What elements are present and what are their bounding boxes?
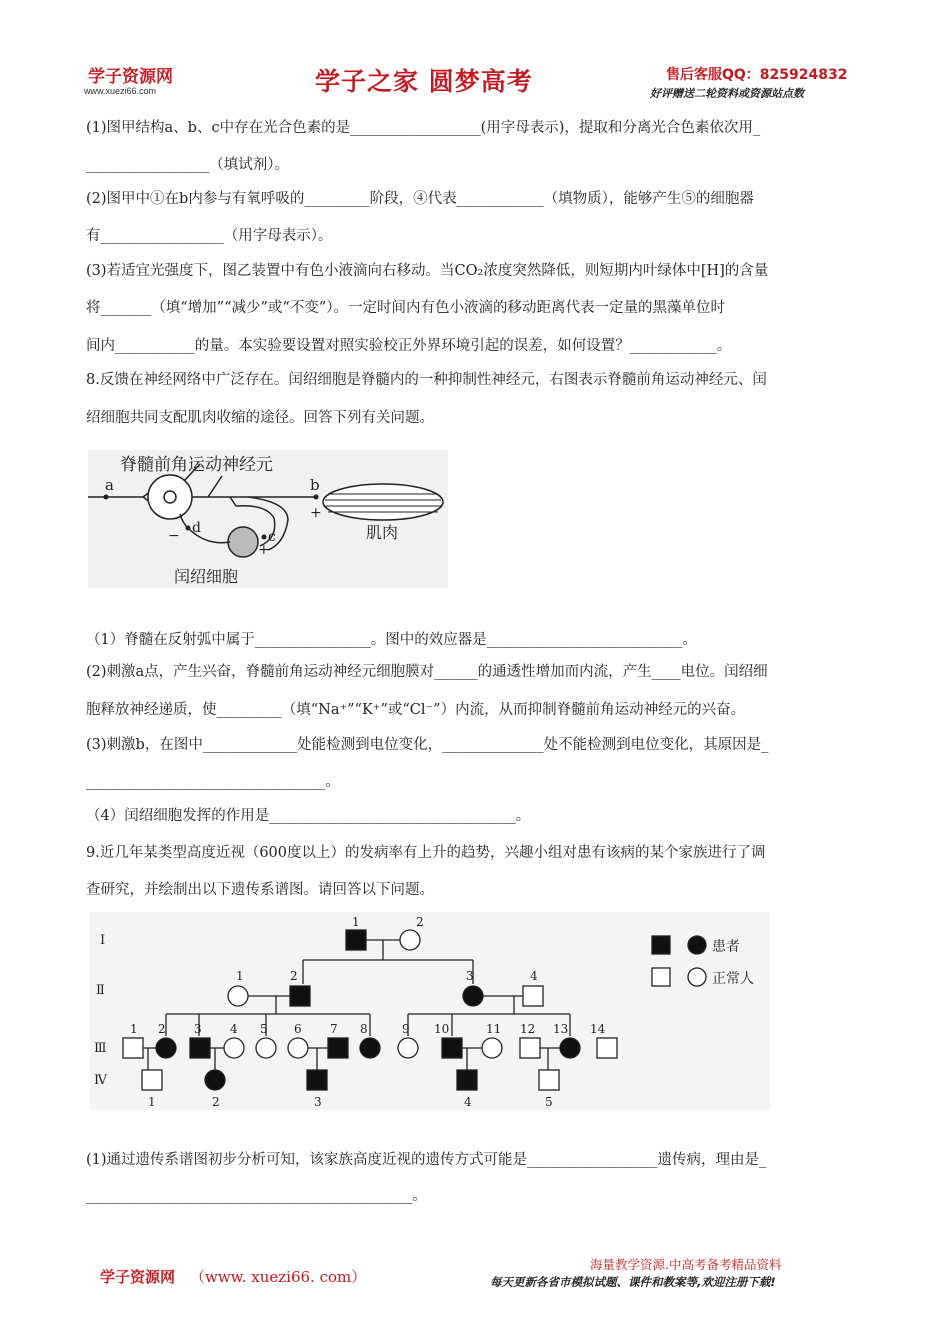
pedigree-number: 5 bbox=[260, 1022, 268, 1036]
pedigree-number: 12 bbox=[520, 1022, 536, 1036]
legend-normal-circle bbox=[688, 968, 706, 986]
pedigree-III-11 bbox=[482, 1038, 502, 1058]
header-note: 好评赠送二轮资料或资源站点数 bbox=[650, 87, 804, 100]
neuron-figure bbox=[88, 450, 448, 588]
pedigree-IV-3 bbox=[307, 1070, 327, 1090]
pedigree-IV-2 bbox=[205, 1070, 225, 1090]
pedigree-number: 4 bbox=[230, 1022, 238, 1036]
pedigree-III-7 bbox=[328, 1038, 348, 1058]
pedigree-II-2 bbox=[290, 986, 310, 1006]
text-line: 胞释放神经递质，使_________（填“Na⁺”“K⁺”或“Cl⁻”）内流，从而抑制脊髓前角运动神经元的兴奋。 bbox=[86, 702, 746, 718]
point-d-label: d bbox=[192, 520, 201, 536]
text-line: 间内___________的量。本实验要设置对照实验校正外界环境引起的误差，如何设置？____________。 bbox=[86, 338, 732, 354]
pedigree-number: 2 bbox=[290, 969, 298, 983]
header-url: www.xuezi66.com bbox=[84, 86, 157, 96]
legend-normal-label: 正常人 bbox=[712, 971, 754, 987]
pedigree-III-1 bbox=[123, 1038, 143, 1058]
pedigree-number: 1 bbox=[236, 969, 244, 983]
footer-url[interactable]: （www. xuezi66. com） bbox=[190, 1268, 367, 1286]
pedigree-IV-5 bbox=[539, 1070, 559, 1090]
pedigree-number: 11 bbox=[486, 1022, 502, 1036]
gen-label: Ⅱ bbox=[96, 983, 105, 998]
pedigree-number: 5 bbox=[545, 1095, 553, 1109]
pedigree-IV-1 bbox=[142, 1070, 162, 1090]
text-line: (2)刺激a点，产生兴奋，脊髓前角运动神经元细胞膜对______的通透性增加而内流，产生____电位。闰绍细 bbox=[86, 664, 768, 680]
text-line: (1)图甲结构a、b、c中存在光合色素的是__________________(用字母表示)，提取和分离光合色素依次用_ bbox=[86, 120, 761, 136]
pedigree-III-13 bbox=[560, 1038, 580, 1058]
muscle bbox=[323, 484, 443, 520]
pedigree-number: 2 bbox=[212, 1095, 220, 1109]
pedigree-IV-4 bbox=[457, 1070, 477, 1090]
legend-normal-square bbox=[652, 968, 670, 986]
header-qq: 售后客服QQ：825924832 bbox=[666, 67, 848, 83]
header-logo: 学子资源网 bbox=[88, 67, 173, 87]
text-line: 将_______（填“增加”“减少”或“不变”）。一定时间内有色小液滴的移动距离代表一定量的黑藻单位时 bbox=[86, 300, 725, 316]
point-a-dot bbox=[104, 495, 109, 500]
text-line: 绍细胞共同支配肌肉收缩的途径。回答下列有关问题。 bbox=[86, 410, 434, 426]
text-line: （1）脊髓在反射弧中属于________________。图中的效应器是___________________________。 bbox=[86, 632, 697, 648]
pedigree-number: 4 bbox=[464, 1095, 472, 1109]
pedigree-III-4 bbox=[224, 1038, 244, 1058]
gen-label: Ⅰ bbox=[100, 933, 106, 948]
pedigree-number: 4 bbox=[530, 969, 538, 983]
neuron-title: 脊髓前角运动神经元 bbox=[120, 455, 273, 475]
pedigree-number: 6 bbox=[294, 1022, 302, 1036]
pedigree-number: 10 bbox=[434, 1022, 450, 1036]
footer-tagline: 海量教学资源.中高考备考精品资料 bbox=[590, 1257, 782, 1272]
point-b-plus: + bbox=[310, 505, 322, 521]
pedigree-III-2 bbox=[156, 1038, 176, 1058]
point-b-dot bbox=[314, 495, 319, 500]
pedigree-number: 7 bbox=[330, 1022, 338, 1036]
text-line: (1)通过遗传系谱图初步分析可知，该家族高度近视的遗传方式可能是__________________遗传病，理由是_ bbox=[86, 1152, 767, 1168]
point-c-dot bbox=[262, 535, 267, 540]
pedigree-I-2 bbox=[400, 930, 420, 950]
renshaw-cell-body bbox=[228, 527, 258, 557]
pedigree-II-4 bbox=[523, 986, 543, 1006]
muscle-label: 肌肉 bbox=[366, 523, 399, 542]
pedigree-number: 3 bbox=[314, 1095, 322, 1109]
pedigree-number: 3 bbox=[194, 1022, 202, 1036]
text-line: (3)刺激b，在图中_____________处能检测到电位变化，______________处不能检测到电位变化，其原因是_ bbox=[86, 737, 769, 753]
text-line: （4）闰绍细胞发挥的作用是__________________________________。 bbox=[86, 808, 531, 824]
pedigree-number: 2 bbox=[416, 915, 424, 929]
pedigree-III-6 bbox=[288, 1038, 308, 1058]
text-line: (3)若适宜光强度下，图乙装置中有色小液滴向右移动。当CO₂浓度突然降低，则短期内叶绿体中[H]的含量 bbox=[86, 263, 769, 279]
gen-label: Ⅳ bbox=[94, 1073, 107, 1088]
pedigree-number: 3 bbox=[466, 969, 474, 983]
text-line: (2)图甲中①在b内参与有氧呼吸的_________阶段，④代表____________（填物质），能够产生⑤的细胞器 bbox=[86, 191, 754, 207]
pedigree-III-5 bbox=[256, 1038, 276, 1058]
pedigree-II-1 bbox=[228, 986, 248, 1006]
legend-affected-square bbox=[652, 936, 670, 954]
pedigree-number: 9 bbox=[402, 1022, 410, 1036]
point-b-label: b bbox=[310, 476, 320, 494]
pedigree-number: 13 bbox=[553, 1022, 569, 1036]
footer-logo: 学子资源网 bbox=[100, 1268, 176, 1286]
text-line: 有_________________（用字母表示）。 bbox=[86, 228, 333, 244]
pedigree-number: 1 bbox=[130, 1022, 138, 1036]
motor-neuron-nucleus bbox=[164, 491, 176, 503]
pedigree-III-14 bbox=[597, 1038, 617, 1058]
text-line: _________________________________。 bbox=[86, 774, 340, 790]
point-d-dot bbox=[186, 526, 191, 531]
pedigree-III-8 bbox=[360, 1038, 380, 1058]
point-a-label: a bbox=[105, 476, 114, 494]
renshaw-label: 闰绍细胞 bbox=[174, 567, 239, 586]
question-9-stem: 9.近几年某类型高度近视（600度以上）的发病率有上升的趋势，兴趣小组对患有该病的某个家族进行了调 bbox=[86, 845, 766, 861]
pedigree-number: 1 bbox=[148, 1095, 156, 1109]
legend-affected-circle bbox=[688, 936, 706, 954]
pedigree-number: 1 bbox=[352, 915, 360, 929]
pedigree-number: 2 bbox=[158, 1022, 166, 1036]
legend-affected-label: 患者 bbox=[712, 939, 740, 955]
pedigree-chart bbox=[90, 912, 770, 1110]
point-d-minus: − bbox=[168, 528, 180, 544]
header-slogan: 学子之家 圆梦高考 bbox=[315, 67, 533, 96]
point-c-plus: + bbox=[258, 542, 270, 558]
pedigree-II-3 bbox=[463, 986, 483, 1006]
pedigree-I-1 bbox=[346, 930, 366, 950]
pedigree-number: 14 bbox=[590, 1022, 606, 1036]
question-8-stem: 8.反馈在神经网络中广泛存在。闰绍细胞是脊髓内的一种抑制性神经元，右图表示脊髓前角运动神经元、闰 bbox=[86, 372, 767, 388]
pedigree-III-9 bbox=[398, 1038, 418, 1058]
pedigree-III-3 bbox=[190, 1038, 210, 1058]
text-line: _________________（填试剂）。 bbox=[86, 157, 289, 173]
text-line: _____________________________________________。 bbox=[86, 1188, 427, 1204]
text-line: 查研究，并绘制出以下遗传系谱图。请回答以下问题。 bbox=[86, 882, 434, 898]
footer-note: 每天更新各省市模拟试题、课件和教案等,欢迎注册下载! bbox=[490, 1275, 776, 1289]
pedigree-III-10 bbox=[442, 1038, 462, 1058]
gen-label: Ⅲ bbox=[94, 1041, 107, 1056]
pedigree-III-12 bbox=[520, 1038, 540, 1058]
point-c-label: c bbox=[268, 529, 276, 545]
pedigree-number: 8 bbox=[360, 1022, 368, 1036]
